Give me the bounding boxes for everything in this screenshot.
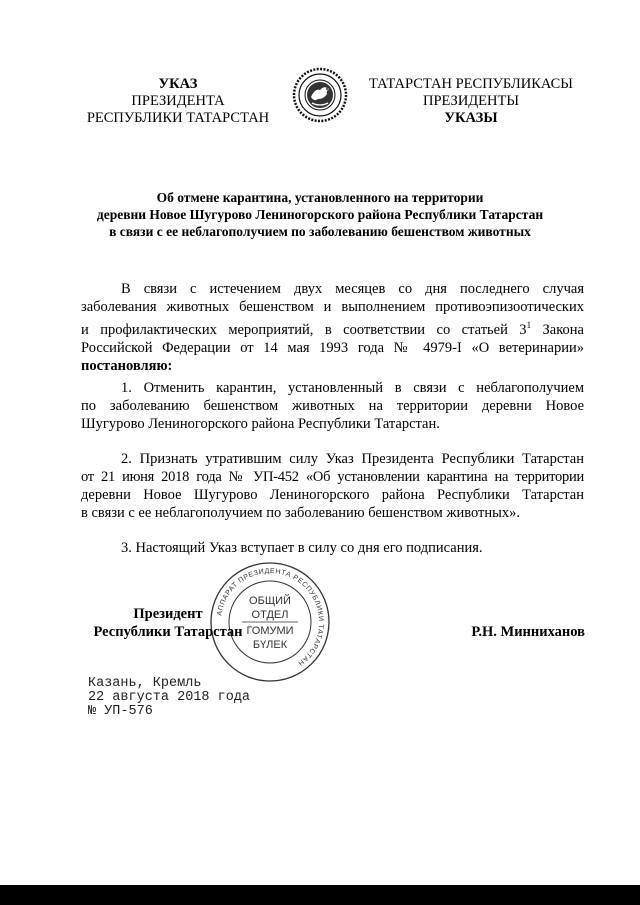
footer-place-date-number — [88, 677, 250, 719]
stamp-line-1: ОБЩИЙ — [249, 595, 291, 607]
preamble-line-1: В связи с истечением двух месяцев со дня последнего случая — [121, 281, 584, 297]
item-1-line-3: Шугурово Лениногорского района Республики Татарстан. — [81, 416, 440, 432]
preamble-paragraph — [81, 280, 584, 375]
item-2-line-4: в связи с ее неблагополучием по заболеванию бешенством животных». — [81, 505, 521, 521]
article-superscript: 1 — [526, 320, 532, 330]
item-3-line-1: 3. Настоящий Указ вступает в силу со дня его подписания. — [121, 540, 483, 556]
signatory-position — [88, 605, 248, 641]
decree-item-3 — [81, 539, 584, 557]
preamble-line-3-tail: Закона — [531, 321, 584, 338]
document-title — [60, 189, 580, 240]
item-2-line-2: от 21 июня 2018 года № УП-452 «Об установлении карантина на территории — [81, 469, 584, 485]
title-line-3: в связи с ее неблагополучием по заболеванию бешенством животных — [109, 224, 531, 239]
signatory-position-line-1: Президент — [133, 606, 203, 622]
coat-of-arms-emblem — [290, 66, 350, 124]
decree-item-1 — [81, 379, 584, 433]
decree-item-2 — [81, 450, 584, 522]
footer-number: № УП-576 — [88, 704, 153, 719]
stamp-line-4: БҮЛЕК — [252, 639, 288, 651]
item-1-line-2: по заболеванию бешенством животных на территории деревни Новое — [81, 398, 584, 414]
header-left — [80, 76, 276, 127]
header-right — [364, 76, 578, 127]
header-left-line-2: ПРЕЗИДЕНТА — [131, 93, 225, 109]
decree-word: постановляю: — [81, 357, 173, 374]
header-right-line-3: УКАЗЫ — [444, 110, 498, 126]
footer-place: Казань, Кремль — [88, 676, 202, 691]
title-line-1: Об отмене карантина, установленного на территории — [156, 190, 484, 205]
stamp-ring-text: АППАРАТ ПРЕЗИДЕНТА РЕСПУБЛИКИ ТАТАРСТАН — [216, 567, 325, 667]
scan-bottom-edge — [0, 885, 640, 905]
header-right-line-1: ТАТАРСТАН РЕСПУБЛИКАСЫ — [369, 76, 573, 92]
footer-date: 22 августа 2018 года — [88, 690, 251, 705]
preamble-line-4: Российской Федерации от 14 мая 1993 года № 4979-I «О ветеринарии» — [81, 339, 584, 356]
preamble-line-3 — [81, 316, 584, 339]
title-line-2: деревни Новое Шугурово Лениногорского района Республики Татарстан — [96, 207, 544, 222]
stamp-line-2: ОТДЕЛ — [251, 609, 289, 621]
item-2-line-1: 2. Признать утратившим силу Указ Президента Республики Татарстан — [121, 451, 584, 467]
preamble-line-2: заболевания животных бешенством и выполнением противоэпизоотических — [81, 299, 584, 315]
header-right-line-2: ПРЕЗИДЕНТЫ — [422, 93, 520, 109]
header-left-line-3: РЕСПУБЛИКИ ТАТАРСТАН — [86, 110, 270, 126]
preamble-line-3-text: и профилактических мероприятий, в соответствии со статьей 3 — [81, 321, 527, 338]
item-1-line-1: 1. Отменить карантин, установленный в связи с неблагополучием — [121, 380, 584, 396]
signatory-position-line-2: Республики Татарстан — [93, 624, 243, 640]
stamp-line-3: ГОМУМИ — [246, 625, 294, 637]
item-2-line-3: деревни Новое Шугурово Лениногорского района Республики Татарстан — [81, 487, 584, 503]
header-left-line-1: УКАЗ — [158, 76, 198, 92]
signatory-name: Р.Н. Минниханов — [471, 624, 585, 640]
